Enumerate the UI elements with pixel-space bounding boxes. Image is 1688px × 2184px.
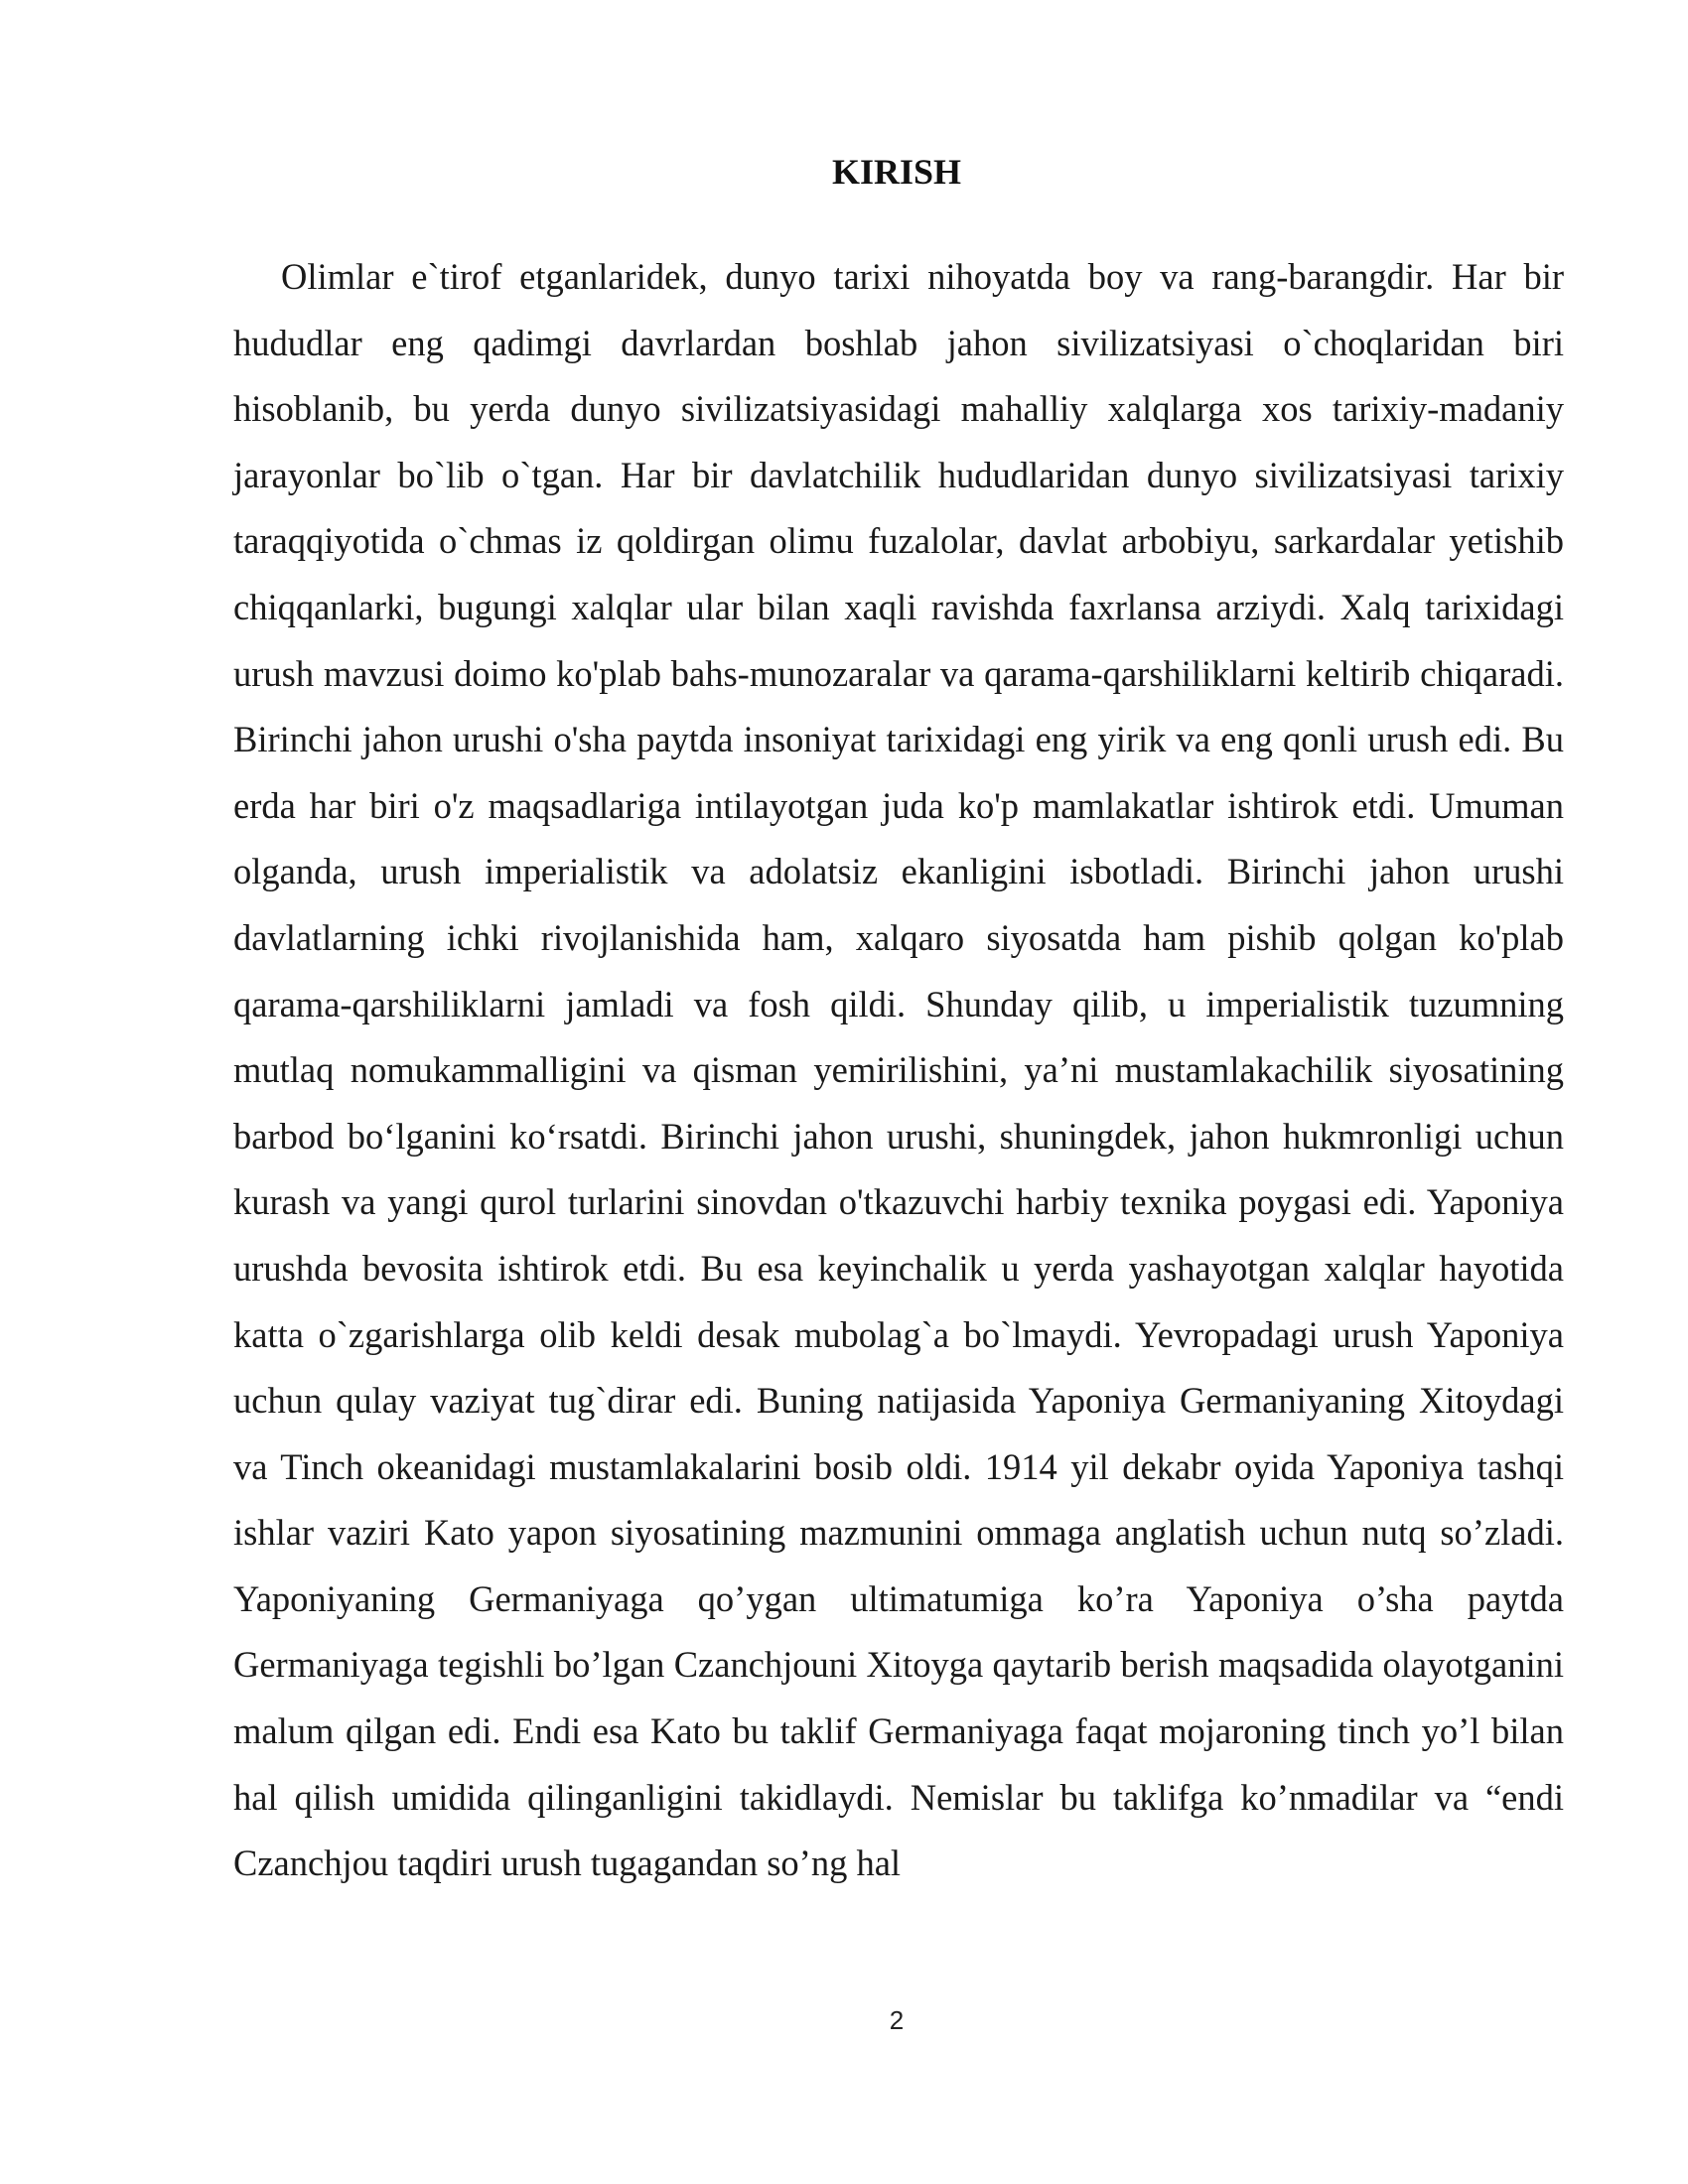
body-paragraph: Olimlar e`tirof etganlaridek, dunyo tarixi nihoyatda boy va rang-barangdir. Har bir hududlar eng qadimgi davrlardan boshlab jahon sivilizatsiyasi o`choqlaridan biri hisoblanib, bu yerda dunyo sivilizatsiyasidagi mahalliy xalqlarga xos tarixiy-madaniy jarayonlar bo`lib o`tgan. Har bir davlatchilik hududlaridan dunyo sivilizatsiyasi tarixiy taraqqiyotida o`chmas iz qoldirgan olimu fuzalolar, davlat arbobiyu, sarkardalar yetishib chiqqanlarki, bugungi xalqlar ular bilan xaqli ravishda faxrlansa arziydi. Xalq tarixidagi urush mavzusi doimo ko'plab bahs-munozaralar va qarama-qarshiliklarni keltirib chiqaradi. Birinchi jahon urushi o'sha paytda insoniyat tarixidagi eng yirik va eng qonli urush edi. Bu erda har biri o'z maqsadlariga intilayotgan juda ko'p mamlakatlar ishtirok etdi. Umuman olganda, urush imperialistik va adolatsiz ekanligini isbotladi. Birinchi jahon urushi davlatlarning ichki rivojlanishida ham, xalqaro siyosatda ham pishib qolgan ko'plab qarama-qarshiliklarni jamladi va fosh qildi. Shunday qilib, u imperialistik tuzumning mutlaq nomukammalligini va qisman yemirilishini, ya’ni mustamlakachilik siyosatining barbod bo‘lganini ko‘rsatdi. Birinchi jahon urushi, shuningdek, jahon hukmronligi uchun kurash va yangi qurol turlarini sinovdan o'tkazuvchi harbiy texnika poygasi edi. Yaponiya urushda bevosita ishtirok etdi. Bu esa keyinchalik u yerda yashayotgan xalqlar hayotida katta o`zgarishlarga olib keldi desak mubolag`a bo`lmaydi. Yevropadagi urush Yaponiya uchun qulay vaziyat tug`dirar edi. Buning natijasida Yaponiya Germaniyaning Xitoydagi va Tinch okeanidagi mustamlakalarini bosib oldi. 1914 yil dekabr oyida Yaponiya tashqi ishlar vaziri Kato yapon siyosatining mazmunini ommaga anglatish uchun nutq so’zladi. Yaponiyaning Germaniyaga qo’ygan ultimatumiga ko’ra Yaponiya o’sha paytda Germaniyaga tegishli bo’lgan Czanchjouni Xitoyga qaytarib berish maqsadida olayotganini malum qilgan edi. Endi esa Kato bu taklif Germaniyaga faqat mojaroning tinch yo’l bilan hal qilish umidida qilinganligini takidlaydi. Nemislar bu taklifga ko’nmadilar va “endi Czanchjou taqdiri urush tugagandan so’ng hal (233, 256, 1564, 1884)
page-number: 2 (889, 2005, 905, 2035)
section-heading: KIRISH (831, 152, 962, 192)
